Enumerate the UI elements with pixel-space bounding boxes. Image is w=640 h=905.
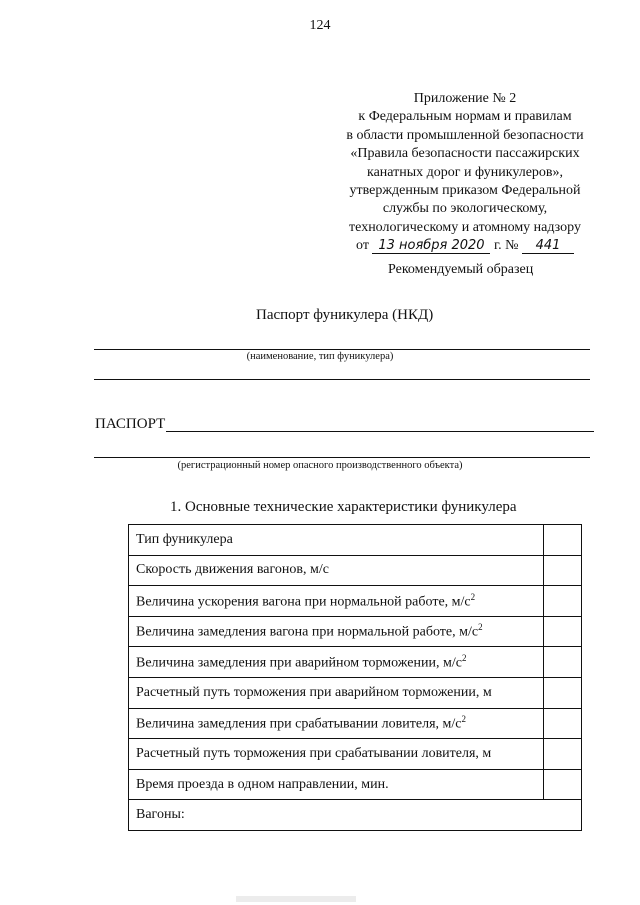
appendix-header [330, 90, 600, 256]
spec-value-cell [544, 525, 582, 556]
passport-fill-line [166, 431, 594, 432]
spec-label: Величина замедления вагона при нормальной работе, м/с [136, 624, 479, 640]
spec-value-cell [544, 677, 582, 708]
spec-label: Расчетный путь торможения при аварийном торможении, м [136, 684, 492, 700]
spec-label-cell [129, 555, 544, 586]
spec-value-cell [544, 739, 582, 770]
table-row [129, 586, 582, 617]
spec-label: Скорость движения вагонов, м/с [136, 562, 329, 578]
specs-table [128, 524, 582, 831]
spec-label-cell [129, 586, 544, 617]
name-fill-line [94, 349, 590, 350]
spec-label: Величина замедления при аварийном торможении, м/с [136, 655, 462, 671]
scan-artifact [236, 896, 356, 902]
appendix-line: канатных дорог и фуникулеров», [366, 164, 564, 180]
spec-label: Время проезда в одном направлении, мин. [136, 776, 389, 792]
spec-value-cell [544, 647, 582, 678]
spec-label-cell [129, 616, 544, 647]
appendix-line: утвержденным приказом Федеральной [349, 183, 581, 199]
table-row [129, 647, 582, 678]
page-number: 124 [309, 18, 331, 33]
order-number-label: г. № [493, 238, 519, 254]
order-reference [330, 237, 600, 255]
appendix-line: технологическому и атомному надзору [349, 219, 581, 235]
table-row [129, 739, 582, 770]
spec-label-cell [129, 800, 582, 831]
table-row [129, 800, 582, 831]
name-caption: (наименование, тип фуникулера) [246, 351, 394, 362]
table-row [129, 677, 582, 708]
name-fill-line-2 [94, 379, 590, 380]
spec-label-cell [129, 647, 544, 678]
document-title: Паспорт фуникулера (НКД) [256, 307, 434, 323]
appendix-line: службы по экологическому, [382, 201, 548, 217]
appendix-line: в области промышленной безопасности [346, 127, 584, 143]
passport-label: ПАСПОРТ [95, 416, 166, 432]
appendix-line: Приложение № 2 [413, 91, 517, 106]
spec-value-cell [544, 769, 582, 800]
spec-value-cell [544, 555, 582, 586]
appendix-line: «Правила безопасности пассажирских [350, 146, 580, 162]
order-prefix: от [356, 238, 369, 254]
spec-value-cell [544, 586, 582, 617]
spec-label-cell [129, 708, 544, 739]
table-row [129, 525, 582, 556]
registration-fill-line [94, 457, 590, 458]
spec-label-cell [129, 769, 544, 800]
table-row [129, 555, 582, 586]
order-number-handwritten: 441 [522, 239, 574, 254]
spec-unit-superscript: 2 [461, 714, 466, 725]
table-row [129, 769, 582, 800]
section-title: 1. Основные технические характеристики фуникулера [170, 499, 517, 515]
spec-unit-superscript: 2 [461, 652, 467, 663]
spec-label-cell [129, 525, 544, 556]
spec-value-cell [544, 708, 582, 739]
spec-label-cell [129, 739, 544, 770]
appendix-line: к Федеральным нормам и правилам [358, 109, 572, 125]
spec-label-cell [129, 677, 544, 708]
order-date-handwritten: 13 ноября 2020 [372, 239, 490, 254]
registration-caption: (регистрационный номер опасного производственного объекта) [177, 460, 463, 471]
spec-unit-superscript: 2 [478, 622, 483, 633]
spec-label: Вагоны: [136, 807, 185, 823]
spec-label: Величина ускорения вагона при нормальной работе, м/с [136, 594, 471, 610]
spec-unit-superscript: 2 [470, 591, 476, 602]
spec-label: Тип фуникулера [136, 531, 233, 547]
spec-value-cell [544, 616, 582, 647]
spec-label: Величина замедления при срабатывании ловителя, м/с [136, 716, 462, 732]
spec-label: Расчетный путь торможения при срабатывании ловителя, м [136, 745, 492, 761]
table-row [129, 708, 582, 739]
recommended-sample-label: Рекомендуемый образец [388, 262, 534, 277]
table-row [129, 616, 582, 647]
